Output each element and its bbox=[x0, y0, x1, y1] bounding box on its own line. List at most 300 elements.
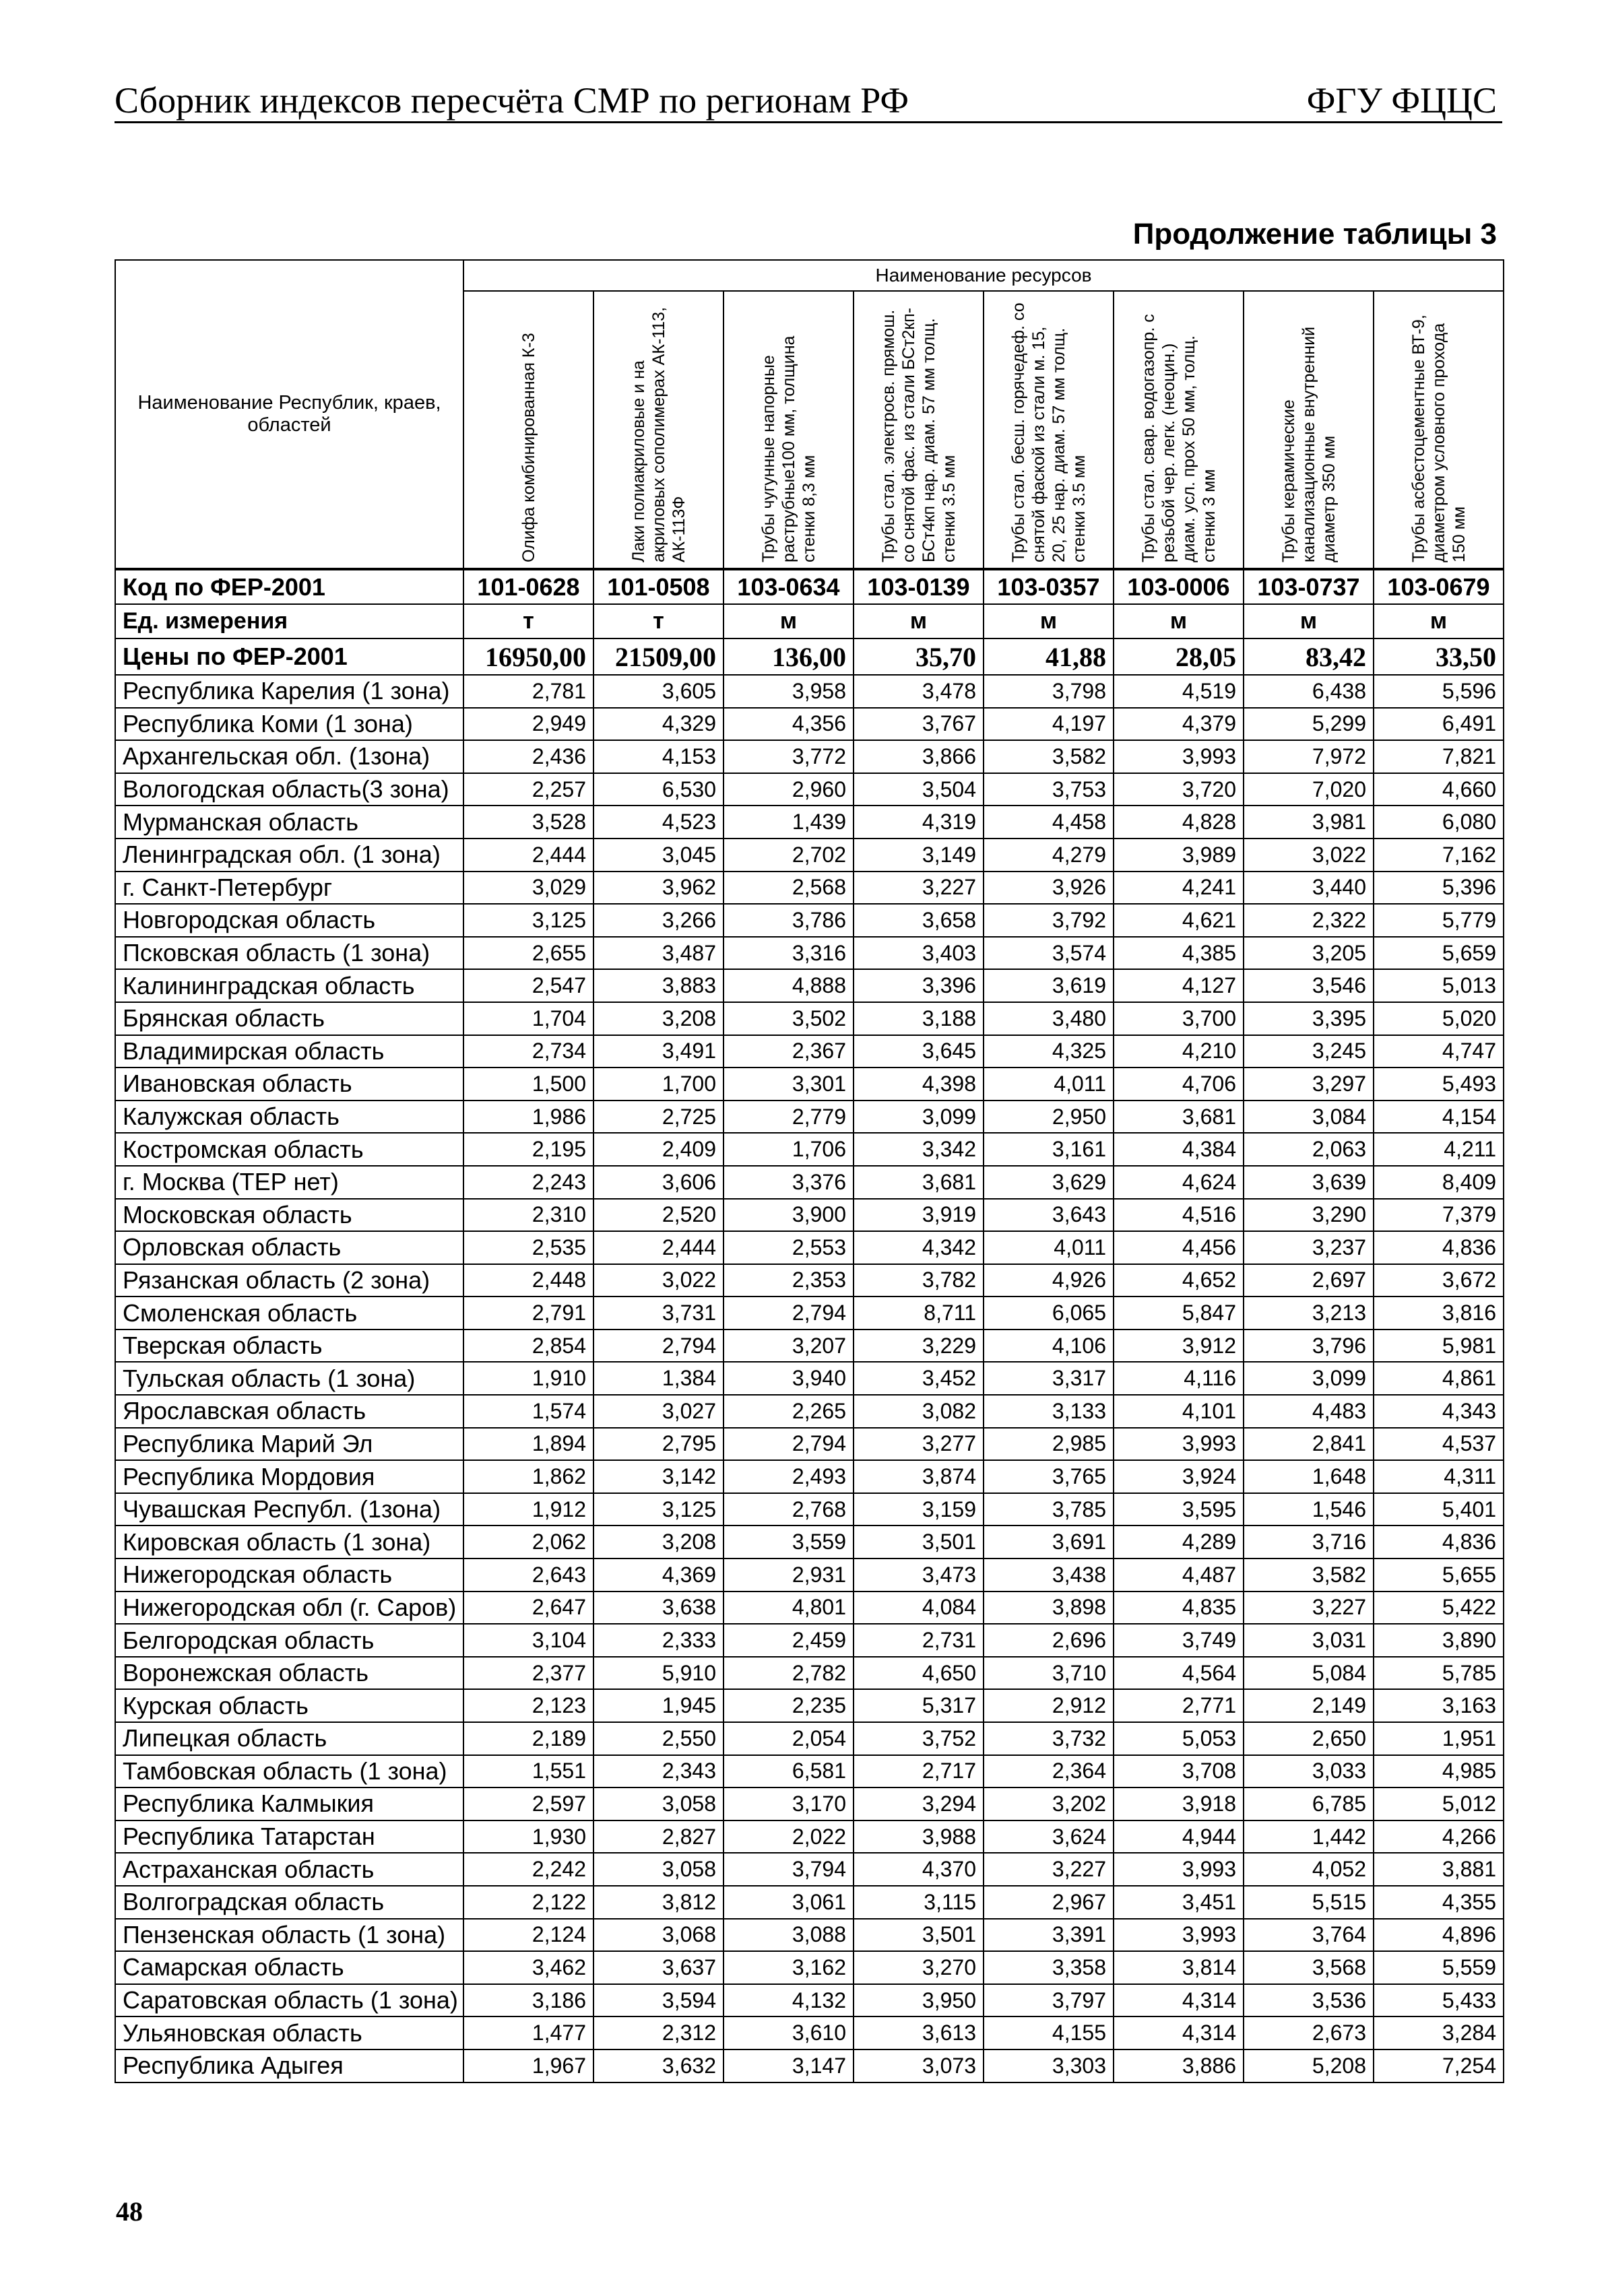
index-value: 5,779 bbox=[1374, 904, 1504, 937]
resource-name: Лаки полиакриловые и на акриловых сополимерах АК-113, АК-113Ф bbox=[629, 306, 688, 562]
index-value: 6,581 bbox=[723, 1755, 854, 1788]
index-value: 2,535 bbox=[463, 1231, 593, 1264]
index-value: 5,396 bbox=[1374, 872, 1504, 905]
index-value: 3,792 bbox=[984, 904, 1114, 937]
index-value: 3,574 bbox=[984, 937, 1114, 970]
region-name: Белгородская область bbox=[115, 1624, 463, 1657]
index-value: 3,772 bbox=[723, 740, 854, 773]
index-value: 3,924 bbox=[1114, 1460, 1244, 1493]
index-value: 1,439 bbox=[723, 806, 854, 839]
index-value: 2,912 bbox=[984, 1689, 1114, 1722]
index-value: 1,930 bbox=[463, 1821, 593, 1854]
index-value: 5,208 bbox=[1244, 2049, 1374, 2082]
index-value: 4,132 bbox=[723, 1984, 854, 2017]
index-value: 3,082 bbox=[854, 1395, 984, 1428]
table-row bbox=[115, 1787, 1504, 1821]
index-value: 3,900 bbox=[723, 1199, 854, 1232]
index-value: 2,444 bbox=[593, 1231, 723, 1264]
index-value: 4,379 bbox=[1114, 708, 1244, 741]
index-value: 3,629 bbox=[984, 1166, 1114, 1199]
index-value: 2,063 bbox=[1244, 1133, 1374, 1166]
table-row bbox=[115, 1035, 1504, 1068]
page-number: 48 bbox=[116, 2196, 143, 2227]
index-value: 2,520 bbox=[593, 1199, 723, 1232]
index-value: 2,448 bbox=[463, 1264, 593, 1297]
header-organization: ФГУ ФЦЦС bbox=[1306, 80, 1497, 121]
region-name: Республика Адыгея bbox=[115, 2049, 463, 2082]
table-row bbox=[115, 1919, 1504, 1952]
index-value: 3,536 bbox=[1244, 1984, 1374, 2017]
region-name: Калужская область bbox=[115, 1101, 463, 1134]
table-row bbox=[115, 1689, 1504, 1722]
index-value: 1,951 bbox=[1374, 1722, 1504, 1755]
index-value: 2,122 bbox=[463, 1886, 593, 1919]
index-value: 2,725 bbox=[593, 1101, 723, 1134]
index-value: 3,358 bbox=[984, 1951, 1114, 1984]
code-label: Код по ФЕР-2001 bbox=[115, 569, 463, 604]
table-row bbox=[115, 1657, 1504, 1690]
table-row bbox=[115, 1297, 1504, 1330]
index-value: 3,396 bbox=[854, 969, 984, 1002]
region-name: г. Москва (ТЕР нет) bbox=[115, 1166, 463, 1199]
index-value: 2,243 bbox=[463, 1166, 593, 1199]
resource-code: 103-0357 bbox=[984, 569, 1114, 604]
index-value: 3,301 bbox=[723, 1068, 854, 1101]
index-value: 3,227 bbox=[854, 872, 984, 905]
index-value: 5,910 bbox=[593, 1657, 723, 1690]
index-value: 4,106 bbox=[984, 1330, 1114, 1363]
index-value: 2,985 bbox=[984, 1428, 1114, 1461]
resource-price: 41,88 bbox=[984, 638, 1114, 675]
index-value: 7,379 bbox=[1374, 1199, 1504, 1232]
index-value: 2,459 bbox=[723, 1624, 854, 1657]
index-value: 2,149 bbox=[1244, 1689, 1374, 1722]
index-value: 4,456 bbox=[1114, 1231, 1244, 1264]
index-value: 2,702 bbox=[723, 839, 854, 872]
resource-unit: м bbox=[854, 604, 984, 638]
table-row bbox=[115, 1166, 1504, 1199]
resource-column-header bbox=[593, 291, 723, 569]
index-value: 3,186 bbox=[463, 1984, 593, 2017]
index-value: 3,237 bbox=[1244, 1231, 1374, 1264]
unit-row bbox=[115, 604, 1504, 638]
index-value: 4,211 bbox=[1374, 1133, 1504, 1166]
index-value: 3,501 bbox=[854, 1526, 984, 1559]
index-value: 1,384 bbox=[593, 1362, 723, 1395]
index-value: 2,257 bbox=[463, 773, 593, 806]
index-value: 4,519 bbox=[1114, 675, 1244, 708]
index-value: 3,638 bbox=[593, 1592, 723, 1625]
index-value: 2,854 bbox=[463, 1330, 593, 1363]
index-value: 4,861 bbox=[1374, 1362, 1504, 1395]
resource-name: Олифа комбинированная К-3 bbox=[519, 333, 538, 562]
index-value: 2,696 bbox=[984, 1624, 1114, 1657]
resource-price: 16950,00 bbox=[463, 638, 593, 675]
index-value: 8,409 bbox=[1374, 1166, 1504, 1199]
index-value: 2,409 bbox=[593, 1133, 723, 1166]
index-value: 3,391 bbox=[984, 1919, 1114, 1952]
region-name: Кировская область (1 зона) bbox=[115, 1526, 463, 1559]
index-value: 4,836 bbox=[1374, 1231, 1504, 1264]
index-value: 3,440 bbox=[1244, 872, 1374, 905]
index-value: 2,794 bbox=[593, 1330, 723, 1363]
index-value: 1,574 bbox=[463, 1395, 593, 1428]
index-value: 3,643 bbox=[984, 1199, 1114, 1232]
index-value: 3,266 bbox=[593, 904, 723, 937]
region-name: Республика Мордовия bbox=[115, 1460, 463, 1493]
index-value: 3,501 bbox=[854, 1919, 984, 1952]
index-value: 3,866 bbox=[854, 740, 984, 773]
region-name: Мурманская область bbox=[115, 806, 463, 839]
index-value: 3,812 bbox=[593, 1886, 723, 1919]
index-value: 1,546 bbox=[1244, 1493, 1374, 1526]
index-value: 3,205 bbox=[1244, 937, 1374, 970]
index-value: 3,546 bbox=[1244, 969, 1374, 1002]
resource-column-header bbox=[463, 291, 593, 569]
index-value: 5,659 bbox=[1374, 937, 1504, 970]
region-name: Пензенская область (1 зона) bbox=[115, 1919, 463, 1952]
index-value: 3,277 bbox=[854, 1428, 984, 1461]
resource-price: 35,70 bbox=[854, 638, 984, 675]
index-value: 6,080 bbox=[1374, 806, 1504, 839]
index-value: 3,088 bbox=[723, 1919, 854, 1952]
index-value: 1,500 bbox=[463, 1068, 593, 1101]
index-value: 2,673 bbox=[1244, 2016, 1374, 2049]
index-value: 3,752 bbox=[854, 1722, 984, 1755]
index-value: 3,767 bbox=[854, 708, 984, 741]
index-value: 3,645 bbox=[854, 1035, 984, 1068]
index-value: 4,279 bbox=[984, 839, 1114, 872]
index-value: 2,242 bbox=[463, 1853, 593, 1886]
index-value: 1,442 bbox=[1244, 1821, 1374, 1854]
region-name: Владимирская область bbox=[115, 1035, 463, 1068]
region-name: Республика Татарстан bbox=[115, 1821, 463, 1854]
index-value: 2,195 bbox=[463, 1133, 593, 1166]
index-value: 4,483 bbox=[1244, 1395, 1374, 1428]
index-value: 2,436 bbox=[463, 740, 593, 773]
table-row bbox=[115, 1068, 1504, 1101]
index-value: 3,610 bbox=[723, 2016, 854, 2049]
index-value: 3,731 bbox=[593, 1297, 723, 1330]
index-value: 4,537 bbox=[1374, 1428, 1504, 1461]
index-value: 4,944 bbox=[1114, 1821, 1244, 1854]
table-row bbox=[115, 1460, 1504, 1493]
index-value: 2,643 bbox=[463, 1559, 593, 1592]
index-value: 3,720 bbox=[1114, 773, 1244, 806]
index-value: 3,639 bbox=[1244, 1166, 1374, 1199]
index-value: 3,058 bbox=[593, 1853, 723, 1886]
index-value: 4,314 bbox=[1114, 2016, 1244, 2049]
index-value: 3,045 bbox=[593, 839, 723, 872]
index-value: 3,478 bbox=[854, 675, 984, 708]
index-value: 3,883 bbox=[593, 969, 723, 1002]
index-value: 5,012 bbox=[1374, 1787, 1504, 1821]
index-value: 2,650 bbox=[1244, 1722, 1374, 1755]
table-row bbox=[115, 1428, 1504, 1461]
index-value: 3,681 bbox=[1114, 1101, 1244, 1134]
index-value: 3,208 bbox=[593, 1002, 723, 1035]
index-value: 7,162 bbox=[1374, 839, 1504, 872]
index-value: 3,303 bbox=[984, 2049, 1114, 2082]
index-value: 4,385 bbox=[1114, 937, 1244, 970]
index-value: 3,919 bbox=[854, 1199, 984, 1232]
index-value: 2,697 bbox=[1244, 1264, 1374, 1297]
index-value: 3,290 bbox=[1244, 1199, 1374, 1232]
resource-column-header bbox=[723, 291, 854, 569]
index-value: 3,284 bbox=[1374, 2016, 1504, 2049]
index-value: 2,353 bbox=[723, 1264, 854, 1297]
index-value: 3,068 bbox=[593, 1919, 723, 1952]
index-value: 3,797 bbox=[984, 1984, 1114, 2017]
index-value: 5,655 bbox=[1374, 1559, 1504, 1592]
index-value: 4,210 bbox=[1114, 1035, 1244, 1068]
index-value: 4,370 bbox=[854, 1853, 984, 1886]
index-value: 4,153 bbox=[593, 740, 723, 773]
index-value: 4,985 bbox=[1374, 1755, 1504, 1788]
resource-code: 103-0139 bbox=[854, 569, 984, 604]
index-value: 7,821 bbox=[1374, 740, 1504, 773]
index-value: 3,890 bbox=[1374, 1624, 1504, 1657]
table-row bbox=[115, 1231, 1504, 1264]
index-value: 3,765 bbox=[984, 1460, 1114, 1493]
resource-unit: т bbox=[463, 604, 593, 638]
index-value: 6,491 bbox=[1374, 708, 1504, 741]
index-value: 6,065 bbox=[984, 1297, 1114, 1330]
index-value: 1,704 bbox=[463, 1002, 593, 1035]
resource-name: Трубы керамические канализационные внутренний диаметр 350 мм bbox=[1279, 326, 1339, 562]
index-value: 2,734 bbox=[463, 1035, 593, 1068]
index-value: 3,294 bbox=[854, 1787, 984, 1821]
index-value: 3,104 bbox=[463, 1624, 593, 1657]
index-value: 5,020 bbox=[1374, 1002, 1504, 1035]
index-value: 3,785 bbox=[984, 1493, 1114, 1526]
index-value: 5,596 bbox=[1374, 675, 1504, 708]
table-row bbox=[115, 1821, 1504, 1854]
resource-name: Трубы асбестоцементные ВТ-9, диаметром условного прохода 150 мм bbox=[1409, 315, 1469, 562]
index-value: 6,785 bbox=[1244, 1787, 1374, 1821]
region-name: Рязанская область (2 зона) bbox=[115, 1264, 463, 1297]
index-value: 3,606 bbox=[593, 1166, 723, 1199]
index-value: 2,123 bbox=[463, 1689, 593, 1722]
index-value: 4,154 bbox=[1374, 1101, 1504, 1134]
index-value: 2,950 bbox=[984, 1101, 1114, 1134]
index-value: 4,116 bbox=[1114, 1362, 1244, 1395]
index-value: 4,828 bbox=[1114, 806, 1244, 839]
region-name: Нижегородская область bbox=[115, 1559, 463, 1592]
resource-code: 101-0508 bbox=[593, 569, 723, 604]
index-value: 4,706 bbox=[1114, 1068, 1244, 1101]
index-value: 3,782 bbox=[854, 1264, 984, 1297]
resource-column-header bbox=[1114, 291, 1244, 569]
table-row bbox=[115, 1526, 1504, 1559]
index-value: 3,504 bbox=[854, 773, 984, 806]
table-row bbox=[115, 1002, 1504, 1035]
index-value: 2,333 bbox=[593, 1624, 723, 1657]
index-value: 4,801 bbox=[723, 1592, 854, 1625]
index-value: 4,084 bbox=[854, 1592, 984, 1625]
table-row bbox=[115, 740, 1504, 773]
index-value: 3,058 bbox=[593, 1787, 723, 1821]
index-value: 3,022 bbox=[1244, 839, 1374, 872]
index-value: 3,029 bbox=[463, 872, 593, 905]
index-value: 4,487 bbox=[1114, 1559, 1244, 1592]
region-name: Самарская область bbox=[115, 1951, 463, 1984]
table-row bbox=[115, 1101, 1504, 1134]
region-name: Московская область bbox=[115, 1199, 463, 1232]
index-value: 3,147 bbox=[723, 2049, 854, 2082]
index-value: 2,794 bbox=[723, 1297, 854, 1330]
table-row bbox=[115, 1264, 1504, 1297]
index-value: 4,458 bbox=[984, 806, 1114, 839]
index-value: 3,962 bbox=[593, 872, 723, 905]
index-value: 4,660 bbox=[1374, 773, 1504, 806]
index-value: 3,207 bbox=[723, 1330, 854, 1363]
index-value: 3,376 bbox=[723, 1166, 854, 1199]
region-name: Архангельская обл. (1зона) bbox=[115, 740, 463, 773]
index-value: 3,993 bbox=[1114, 740, 1244, 773]
index-value: 2,655 bbox=[463, 937, 593, 970]
table-row bbox=[115, 1559, 1504, 1592]
index-value: 2,310 bbox=[463, 1199, 593, 1232]
index-value: 3,462 bbox=[463, 1951, 593, 1984]
region-name: Ивановская область bbox=[115, 1068, 463, 1101]
index-value: 4,384 bbox=[1114, 1133, 1244, 1166]
resource-code: 103-0737 bbox=[1244, 569, 1374, 604]
index-value: 3,993 bbox=[1114, 1919, 1244, 1952]
index-value: 2,322 bbox=[1244, 904, 1374, 937]
index-value: 4,011 bbox=[984, 1068, 1114, 1101]
index-value: 3,125 bbox=[593, 1493, 723, 1526]
index-value: 3,061 bbox=[723, 1886, 854, 1919]
resource-price: 33,50 bbox=[1374, 638, 1504, 675]
index-value: 3,582 bbox=[1244, 1559, 1374, 1592]
index-value: 3,926 bbox=[984, 872, 1114, 905]
table-row bbox=[115, 839, 1504, 872]
index-value: 4,011 bbox=[984, 1231, 1114, 1264]
index-value: 2,022 bbox=[723, 1821, 854, 1854]
index-value: 3,528 bbox=[463, 806, 593, 839]
table-row bbox=[115, 2016, 1504, 2049]
index-value: 3,658 bbox=[854, 904, 984, 937]
index-value: 3,874 bbox=[854, 1460, 984, 1493]
index-value: 3,099 bbox=[854, 1101, 984, 1134]
index-value: 3,342 bbox=[854, 1133, 984, 1166]
index-value: 3,568 bbox=[1244, 1951, 1374, 1984]
index-value: 3,163 bbox=[1374, 1689, 1504, 1722]
index-value: 1,477 bbox=[463, 2016, 593, 2049]
resource-code: 103-0679 bbox=[1374, 569, 1504, 604]
index-value: 4,155 bbox=[984, 2016, 1114, 2049]
index-value: 4,516 bbox=[1114, 1199, 1244, 1232]
region-name: Ярославская область bbox=[115, 1395, 463, 1428]
index-value: 4,266 bbox=[1374, 1821, 1504, 1854]
index-value: 3,245 bbox=[1244, 1035, 1374, 1068]
index-value: 2,364 bbox=[984, 1755, 1114, 1788]
table-row bbox=[115, 969, 1504, 1002]
index-value: 5,422 bbox=[1374, 1592, 1504, 1625]
index-value: 2,597 bbox=[463, 1787, 593, 1821]
index-value: 2,235 bbox=[723, 1689, 854, 1722]
index-value: 3,749 bbox=[1114, 1624, 1244, 1657]
index-value: 3,993 bbox=[1114, 1428, 1244, 1461]
index-value: 2,949 bbox=[463, 708, 593, 741]
index-value: 3,099 bbox=[1244, 1362, 1374, 1395]
index-value: 4,325 bbox=[984, 1035, 1114, 1068]
resource-price: 136,00 bbox=[723, 638, 854, 675]
table-row bbox=[115, 1133, 1504, 1166]
index-value: 3,605 bbox=[593, 675, 723, 708]
price-row bbox=[115, 638, 1504, 675]
index-value: 2,550 bbox=[593, 1722, 723, 1755]
index-value: 5,299 bbox=[1244, 708, 1374, 741]
index-value: 3,898 bbox=[984, 1592, 1114, 1625]
index-value: 3,950 bbox=[854, 1984, 984, 2017]
index-value: 1,648 bbox=[1244, 1460, 1374, 1493]
index-value: 2,931 bbox=[723, 1559, 854, 1592]
index-value: 3,403 bbox=[854, 937, 984, 970]
index-value: 3,619 bbox=[984, 969, 1114, 1002]
index-value: 4,241 bbox=[1114, 872, 1244, 905]
index-value: 4,342 bbox=[854, 1231, 984, 1264]
index-value: 3,149 bbox=[854, 839, 984, 872]
region-name: Нижегородская обл (г. Саров) bbox=[115, 1592, 463, 1625]
index-value: 6,530 bbox=[593, 773, 723, 806]
resource-unit: м bbox=[1374, 604, 1504, 638]
table-row bbox=[115, 1722, 1504, 1755]
resource-name: Трубы стал. бесш. горячедеф. со снятой фаской из стали м. 15, 20, 25 нар. диам. 57 мм толщ. стенки 3.5 мм bbox=[1008, 302, 1089, 562]
index-value: 2,781 bbox=[463, 675, 593, 708]
index-value: 2,960 bbox=[723, 773, 854, 806]
index-value: 3,786 bbox=[723, 904, 854, 937]
index-value: 3,918 bbox=[1114, 1787, 1244, 1821]
table-row bbox=[115, 1951, 1504, 1984]
index-value: 1,894 bbox=[463, 1428, 593, 1461]
index-value: 4,650 bbox=[854, 1657, 984, 1690]
index-value: 2,377 bbox=[463, 1657, 593, 1690]
index-value: 7,254 bbox=[1374, 2049, 1504, 2082]
index-value: 2,265 bbox=[723, 1395, 854, 1428]
index-table bbox=[115, 259, 1504, 2083]
index-value: 2,547 bbox=[463, 969, 593, 1002]
index-value: 1,945 bbox=[593, 1689, 723, 1722]
index-value: 3,491 bbox=[593, 1035, 723, 1068]
region-name: Костромская область bbox=[115, 1133, 463, 1166]
resource-unit: м bbox=[1244, 604, 1374, 638]
index-value: 3,162 bbox=[723, 1951, 854, 1984]
index-value: 3,798 bbox=[984, 675, 1114, 708]
resource-code: 103-0634 bbox=[723, 569, 854, 604]
index-value: 3,213 bbox=[1244, 1297, 1374, 1330]
index-value: 4,311 bbox=[1374, 1460, 1504, 1493]
region-name: Тверская область bbox=[115, 1330, 463, 1363]
index-value: 3,487 bbox=[593, 937, 723, 970]
region-name: Чувашская Республ. (1зона) bbox=[115, 1493, 463, 1526]
index-value: 5,401 bbox=[1374, 1493, 1504, 1526]
resource-name: Трубы стал. электросв. прямош. со снятой фас. из стали БСт2кп-БСт4кп нар. диам. 57 мм толщ. стенки 3.5 мм bbox=[878, 307, 959, 562]
index-value: 3,594 bbox=[593, 1984, 723, 2017]
index-value: 2,782 bbox=[723, 1657, 854, 1690]
index-value: 1,986 bbox=[463, 1101, 593, 1134]
index-value: 3,473 bbox=[854, 1559, 984, 1592]
index-value: 5,559 bbox=[1374, 1951, 1504, 1984]
index-value: 2,967 bbox=[984, 1886, 1114, 1919]
index-value: 3,317 bbox=[984, 1362, 1114, 1395]
index-value: 4,101 bbox=[1114, 1395, 1244, 1428]
index-value: 4,314 bbox=[1114, 1984, 1244, 2017]
region-name: Брянская область bbox=[115, 1002, 463, 1035]
region-name: Тамбовская область (1 зона) bbox=[115, 1755, 463, 1788]
resource-column-header bbox=[1244, 291, 1374, 569]
